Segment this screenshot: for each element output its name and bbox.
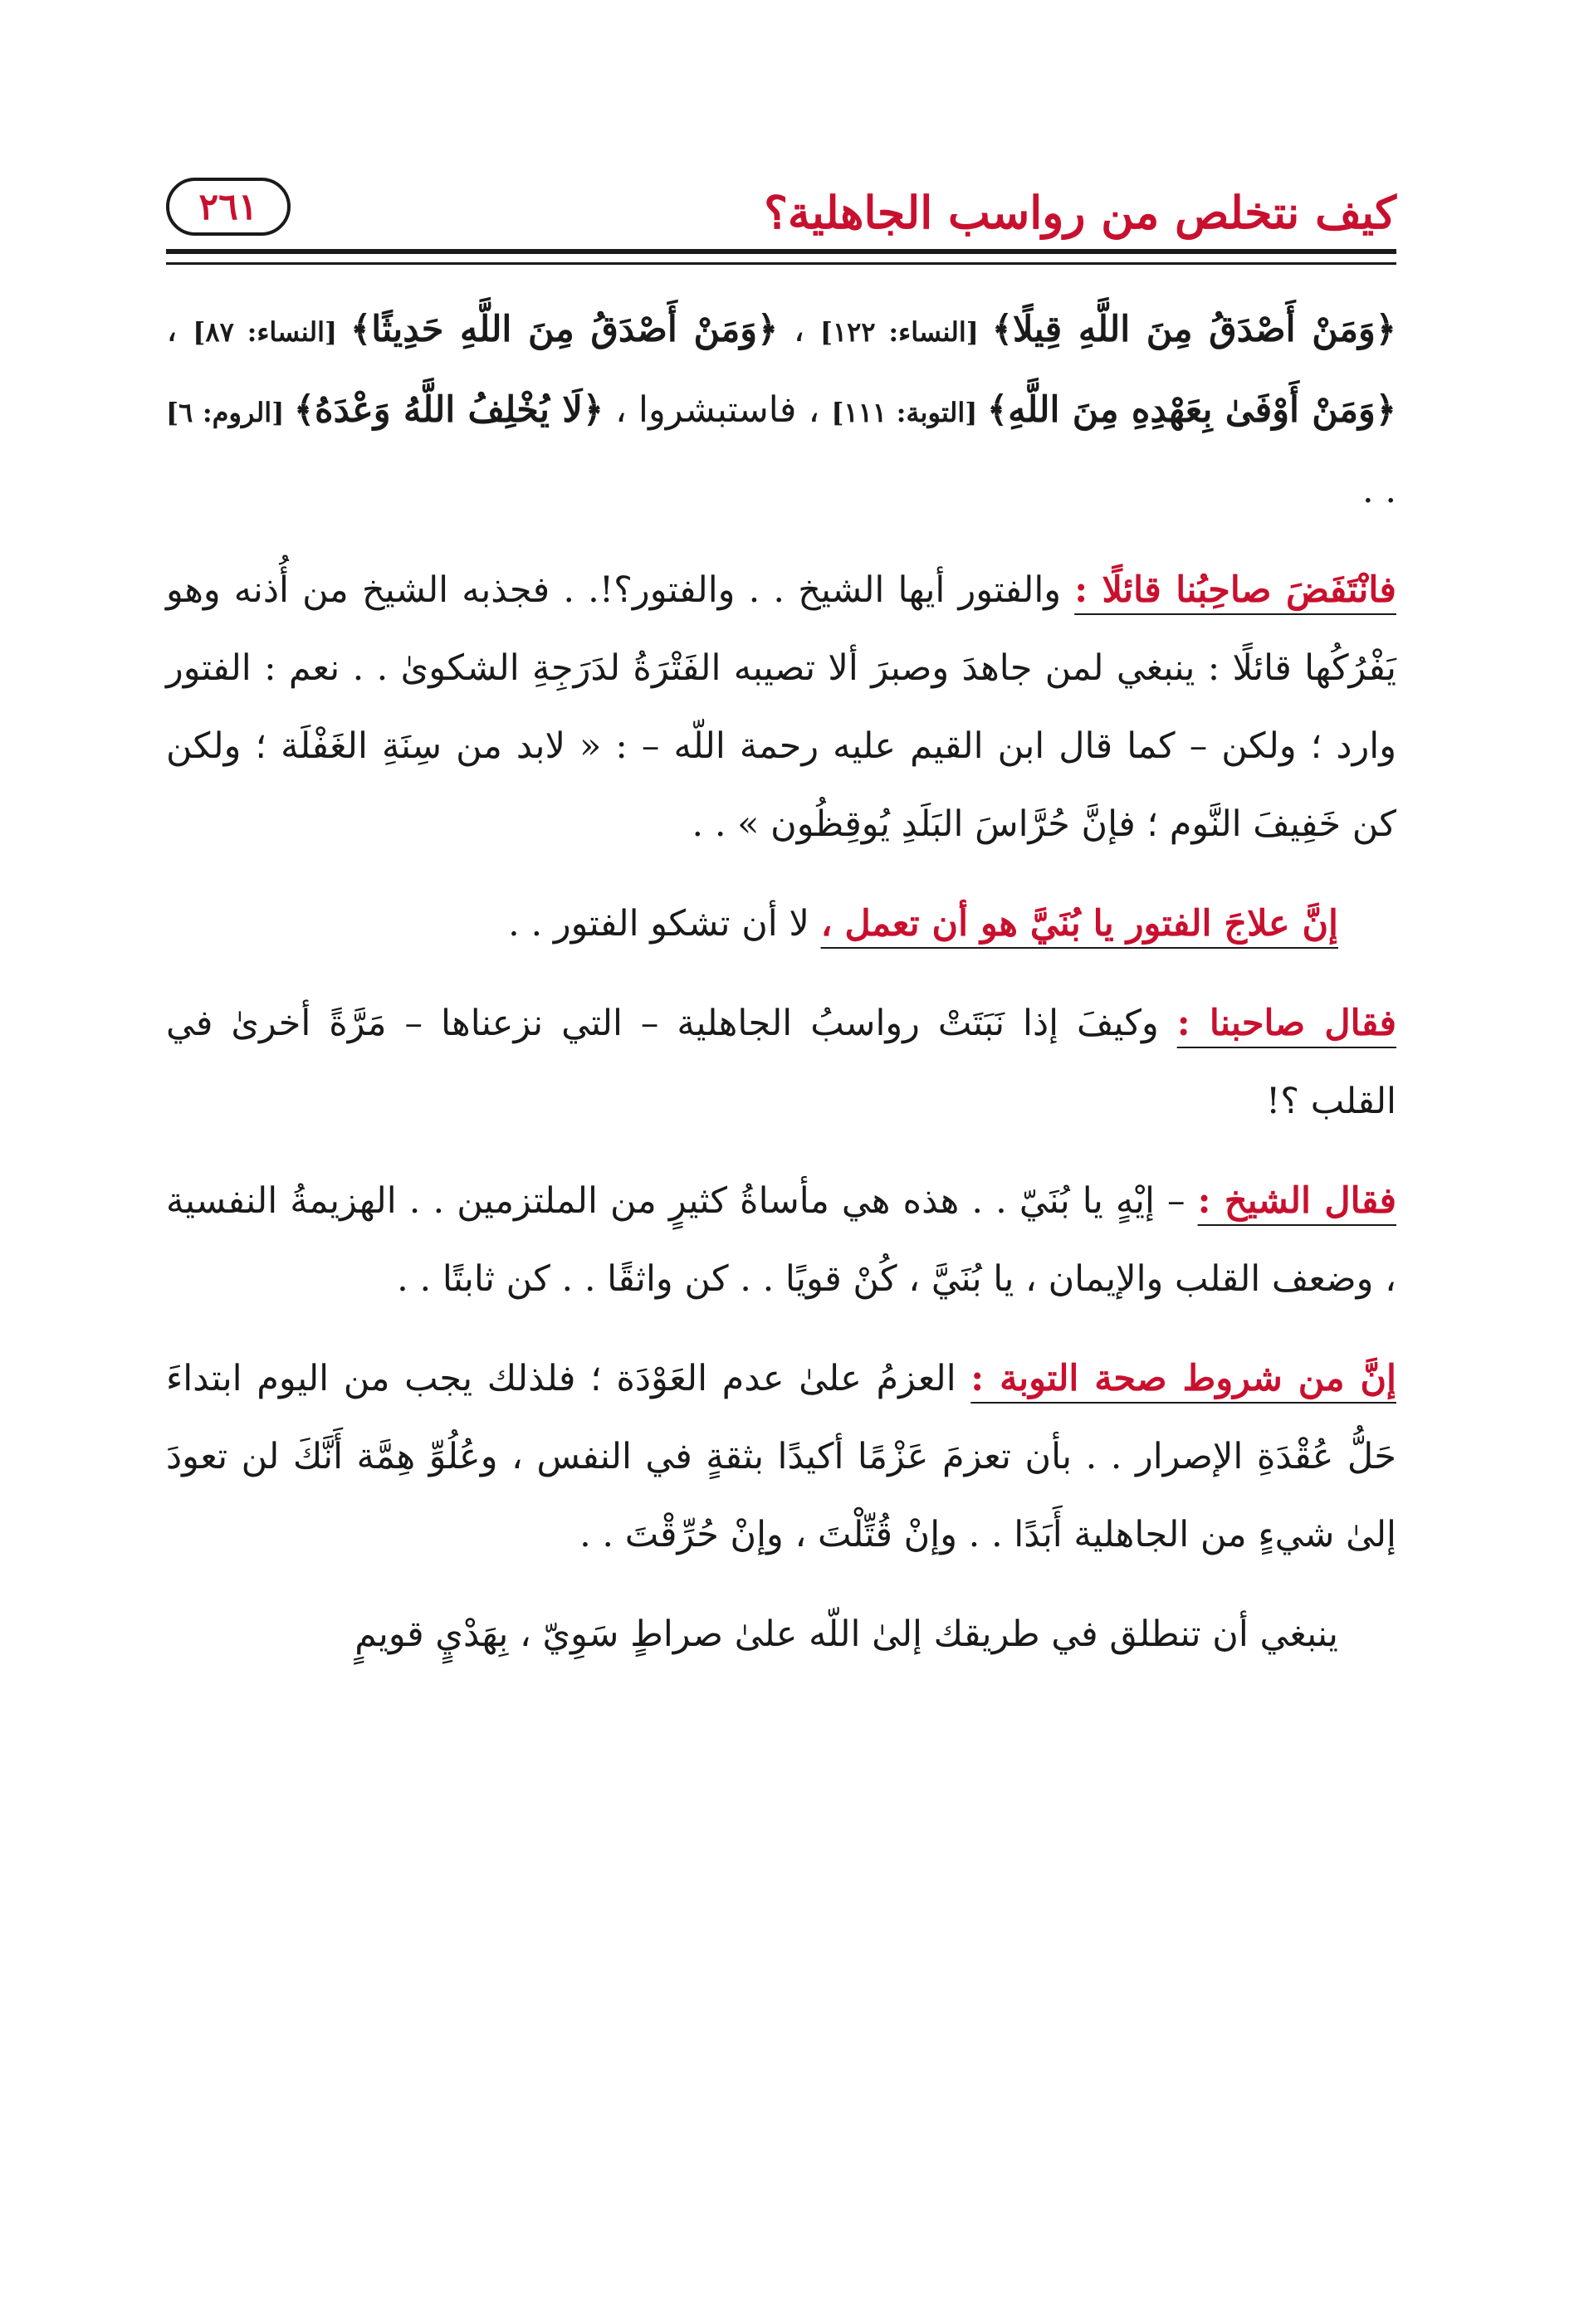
body-text: – إيْهٍ يا بُنَيّ . . هذه هي مأساةُ كثيرٍ من الملتزمين . . الهزيمةُ النفسية ، وضعف القلب والإيمان ، يا بُنَيَّ ، كُنْ قويًا . . كن واثقًا . . كن ثابتًا . . [166, 1180, 1396, 1300]
speaker-lead: فقال صاحبنا : [1176, 1003, 1397, 1044]
header-rule-thick [166, 249, 1396, 254]
quran-verse: ﴿وَمَنْ أَصْدَقُ مِنَ اللَّهِ حَدِيثًا﴾ [350, 309, 779, 350]
paragraph [166, 1595, 1396, 1673]
book-title: كيف نتخلص من رواسب الجاهلية؟ [764, 186, 1396, 239]
paragraph [166, 885, 1396, 963]
verse-reference: [الروم: ٦] [166, 397, 294, 428]
verse-reference: [النساء: ١٢٢] [819, 316, 992, 348]
page-body [166, 290, 1396, 1695]
body-text: ينبغي أن تنطلق في طريقك إلىٰ اللّه علىٰ صراطٍ سَوِيّ ، بِهَدْيٍ قويمٍ [354, 1614, 1338, 1655]
paragraph [166, 290, 1396, 530]
verse-reference: [النساء: ٨٧] [193, 316, 350, 348]
speaker-lead: فقال الشيخ : [1197, 1180, 1396, 1222]
quran-verse: ﴿لَا يُخْلِفُ اللَّهُ وَعْدَهُ﴾ [293, 389, 604, 431]
body-text: لا أن تشكو الفتور . . [508, 903, 821, 945]
speaker-lead: إنَّ علاجَ الفتور يا بُنَيَّ هو أن تعمل ، [820, 903, 1338, 945]
quran-verse: ﴿وَمَنْ أَصْدَقُ مِنَ اللَّهِ قِيلًا﴾ [991, 309, 1397, 350]
body-text: ، [778, 309, 820, 350]
paragraph [166, 551, 1396, 863]
body-text: وكيفَ إذا نَبَتَتْ رواسبُ الجاهلية – التي نزعناها – مَرَّةً أخرىٰ في القلب ؟! [166, 1003, 1396, 1122]
paragraph [166, 1162, 1396, 1318]
speaker-lead: فانْتَفَضَ صاحِبُنا قائلًا : [1074, 569, 1396, 611]
body-text: ، [166, 309, 193, 350]
quran-verse: ﴿وَمَنْ أَوْفَىٰ بِعَهْدِهِ مِنَ اللَّهِ﴾ [986, 389, 1396, 431]
paragraph [166, 984, 1396, 1140]
paragraph [166, 1340, 1396, 1574]
body-text: العزمُ علىٰ عدم العَوْدَة ؛ فلذلك يجب من اليوم ابتداءَ حَلُّ عُقْدَةِ الإصرار . . بأن تعزمَ عَزْمًا أكيدًا بثقةٍ في النفس ، وعُلُوِّ هِمَّة أَنَّكَ لن تعودَ إلىٰ شيءٍ من الجاهلية أَبَدًا . . وإنْ قُتِّلْتَ ، وإنْ حُرِّقْتَ . . [166, 1358, 1396, 1555]
page-number: ٢٦١ [166, 178, 291, 236]
header-rule-thin [166, 262, 1396, 265]
body-text: ، فاستبشروا ، [604, 389, 832, 431]
page-header [166, 174, 1396, 241]
body-text: والفتور أيها الشيخ . . والفتور؟!. . فجذبه الشيخ من أُذنه وهو يَفْرُكُها قائلًا : ينبغي لمن جاهدَ وصبرَ ألا تصيبه الفَتْرَةُ لدَرَجِةِ الشكوىٰ . . نعم : الفتور وارد ؛ ولكن – كما قال ابن القيم عليه رحمة اللّه – : « لابد من سِنَةِ الغَفْلَة ؛ ولكن كن خَفِيفَ النَّوم ؛ فإنَّ حُرَّاسَ البَلَدِ يُوقِظُون » . . [166, 569, 1396, 845]
speaker-lead: إنَّ من شروط صحة التوبة : [970, 1358, 1396, 1399]
verse-reference: [التوبة: ١١١] [831, 397, 987, 428]
body-text: . . [1361, 470, 1396, 511]
